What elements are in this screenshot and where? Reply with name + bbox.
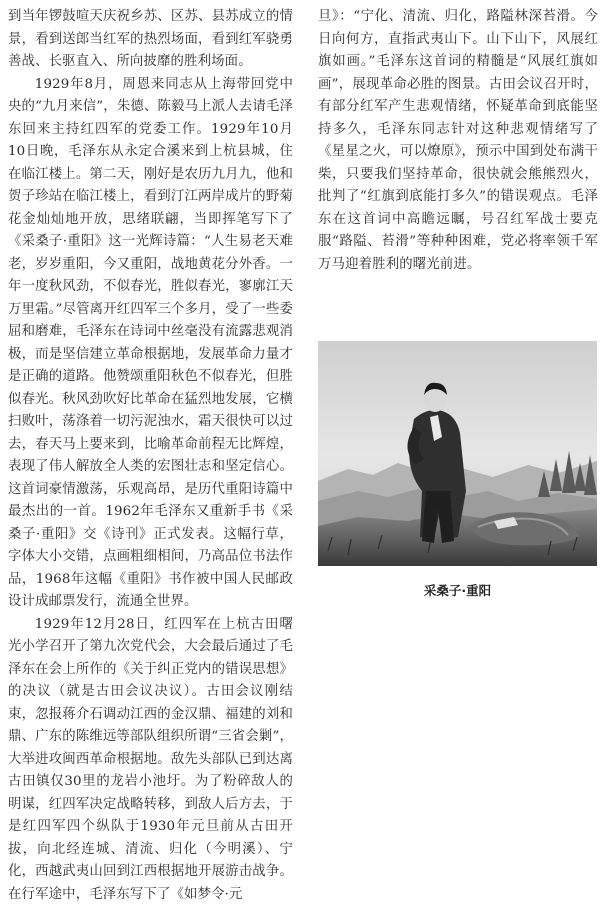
paragraph-new-year-poem: 旦》：“宁化、清流、归化，路隘林深苔滑。今日向何方，直指武夷山下。山下山下，风展红旗如画。”毛泽东这首词的精髓是“风展红旗如画”，展现革命必胜的图景。古田会议召开时，有部分红军产生悲观情绪，怀疑革命到底能坚持多久，毛泽东同志针对这种悲观情绪写了《星星之火，可以燎原》，预示中国到处布满干柴，只要我们坚持革命，很快就会熊熊烈火，批判了“红旗到底能打多久”的错误观点。毛泽东在这首词中高瞻远瞩，号召红军战士要克服“路隘、苔滑”等种种困难，党必将率领千军万马迎着胜利的曙光前进。 <box>318 6 598 276</box>
painting-illustration <box>318 341 597 566</box>
paragraph-chongyang-poem: 1929年8月，周恩来同志从上海带回党中央的“九月来信”，朱德、陈毅马上派人去请毛泽东回来主持红四军的党委工作。1929年10月10日晚，毛泽东从永定合溪来到上杭县城，住在临江楼上。第二天，刚好是农历九月九，他和贺子珍站在临江楼上，看到汀江两岸成片的野菊花金灿灿地开放，思绪联翩，当即挥笔写下了《采桑子·重阳》这一光辉诗篇：“人生易老天难老，岁岁重阳，今又重阳，战地黄花分外香。一年一度秋风劲，不似春光，胜似春光，寥廓江天万里霜。”尽管离开红四军三个多月，受了一些委屈和磨难，毛泽东在诗词中丝毫没有流露悲观消极，而是坚信建立革命根据地，发展革命力量才是正确的道路。他赞颂重阳秋色不似春光，但胜似春光。秋风劲吹好比革命在猛烈地发展，它横扫败叶，荡涤着一切污泥浊水，霜天很快可以过去，春天马上要来到，比喻革命前程无比辉煌，表现了伟人解放全人类的宏图壮志和坚定信心。这首词豪情激荡，乐观高昂，是历代重阳诗篇中最杰出的一首。1962年毛泽东又重新手书《采桑子·重阳》交《诗刊》正式发表。这幅行草，字体大小交错，点画粗细相间，乃高品位书法作品，1968年这幅《重阳》书作被中国人民邮政设计成邮票发行，流通全世界。 <box>8 74 293 614</box>
paragraph-continuation: 到当年锣鼓喧天庆祝乡苏、区苏、县苏成立的情景，看到送郎当红军的热烈场面，看到红军骁勇善战、长驱直入、所向披靡的胜利场面。 <box>8 6 293 74</box>
left-column <box>8 6 293 906</box>
figure-caption: 采桑子·重阳 <box>318 581 597 599</box>
paragraph-gutian-meeting: 1929年12月28日，红四军在上杭古田曙光小学召开了第九次党代会，大会最后通过了毛泽东在会上所作的《关于纠正党内的错误思想》的决议（就是古田会议决议）。古田会议刚结束，忽报蒋介石调动江西的金汉鼎、福建的刘和鼎、广东的陈维远等部队组织所谓“三省会剿”，大举进攻闽西革命根据地。敌先头部队已到达离古田镇仅30里的龙岩小池圩。为了粉碎敌人的明谋，红四军决定战略转移，到敌人后方去，于是红四军四个纵队于1930年元旦前从古田开拔，向北经连城、清流、归化（今明溪）、宁化，西越武夷山回到江西根据地开展游击战争。在行军途中，毛泽东写下了《如梦令·元 <box>8 614 293 906</box>
right-column <box>318 6 598 276</box>
painting-figure <box>318 341 597 566</box>
